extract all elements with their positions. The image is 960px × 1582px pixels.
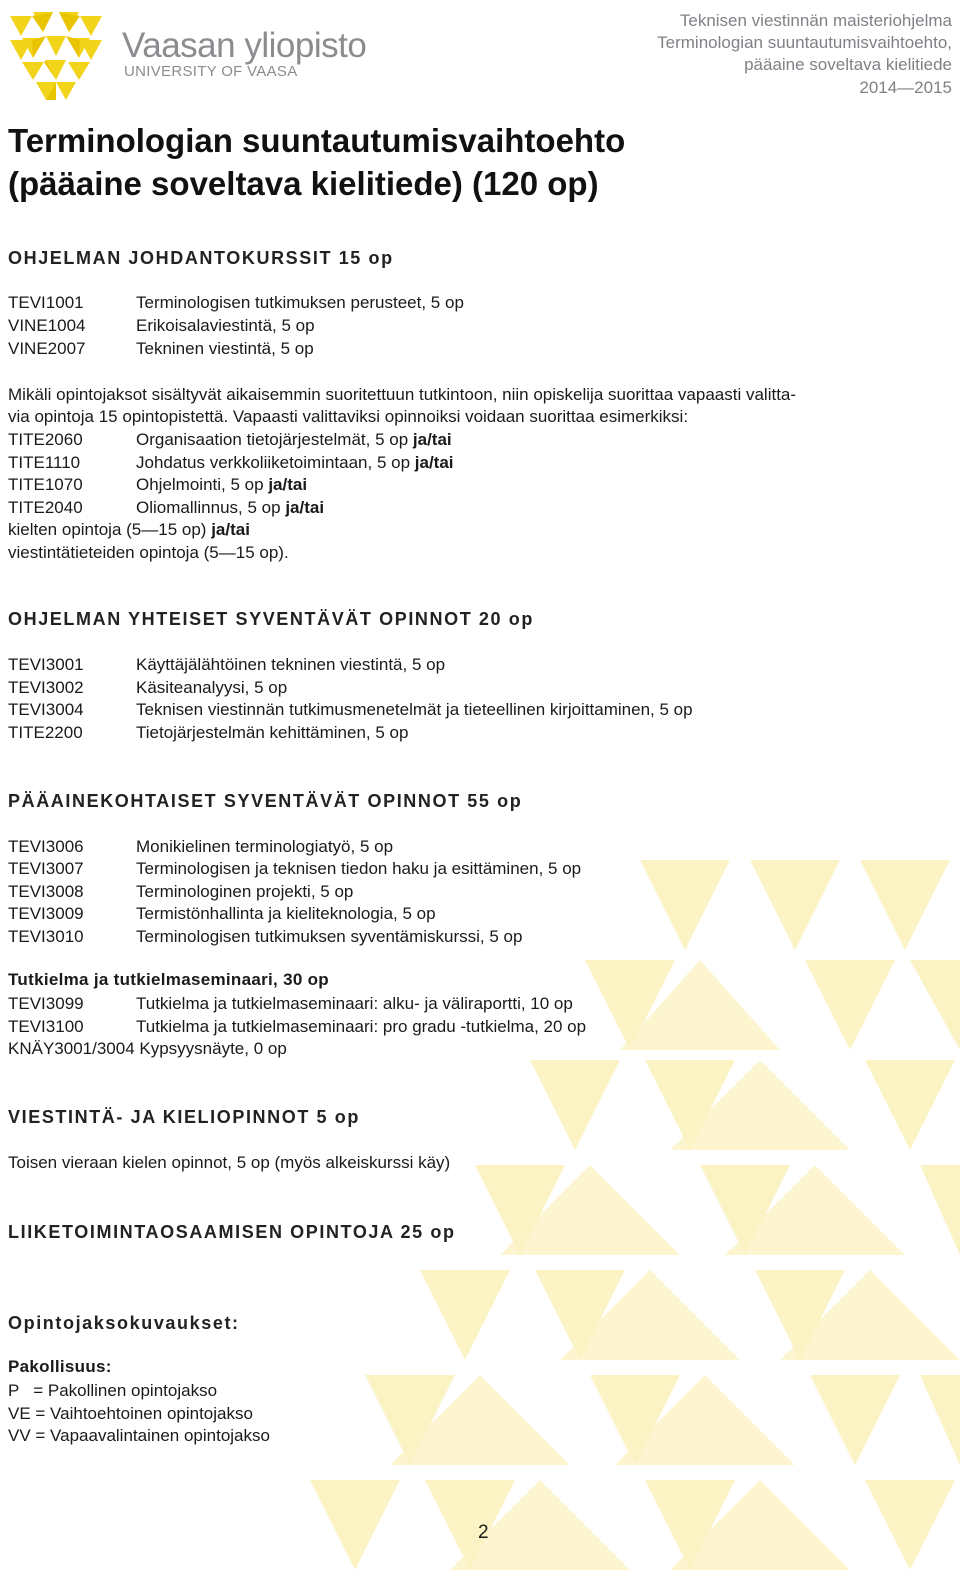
conjunction: ja/tai: [414, 453, 454, 472]
language-studies-text: Toisen vieraan kielen opinnot, 5 op (myös alkeiskurssi käy): [8, 1153, 451, 1172]
descriptions-heading: Opintojaksokuvaukset:: [8, 1313, 240, 1333]
course-code: TITE2060: [8, 430, 83, 449]
course-code: TEVI3008: [8, 882, 84, 901]
option-languages: [8, 519, 250, 541]
header-major: pääaine soveltava kielitiede: [744, 55, 952, 74]
course-name: Terminologisen tutkimuksen perusteet, 5 op: [136, 293, 464, 312]
course-name: Termistönhallinta ja kieliteknologia, 5 op: [136, 904, 436, 923]
conjunction: ja/tai: [211, 520, 250, 539]
course-name: Erikoisalaviestintä, 5 op: [136, 316, 315, 335]
course-name: Teknisen viestinnän tutkimusmenetelmät ja tieteellinen kirjoittaminen, 5 op: [136, 700, 693, 719]
course-name-text: Johdatus verkkoliiketoimintaan, 5 op: [136, 453, 411, 472]
course-name: Tietojärjestelmän kehittäminen, 5 op: [136, 723, 409, 742]
header-year: 2014—2015: [859, 78, 952, 97]
thesis-heading: Tutkielma ja tutkielmaseminaari, 30 op: [8, 970, 329, 989]
course-name: Terminologisen ja teknisen tiedon haku ja esittäminen, 5 op: [136, 859, 582, 878]
page-title: [8, 119, 625, 205]
university-name: Vaasan yliopisto: [122, 26, 367, 65]
course-code: VINE2007: [8, 339, 86, 358]
course-code: TEVI3099: [8, 994, 84, 1013]
section-heading-intro: OHJELMAN JOHDANTOKURSSIT 15 op: [8, 248, 394, 268]
course-name: Tutkielma ja tutkielmaseminaari: pro gradu -tutkielma, 20 op: [136, 1017, 587, 1036]
course-code: TEVI3001: [8, 655, 84, 674]
conjunction: ja/tai: [412, 430, 452, 449]
course-code: TITE2040: [8, 498, 83, 517]
intro-note-line1: Mikäli opintojaksot sisältyvät aikaisemmin suoritettuun tutkintoon, niin opiskelija suorittaa vapaasti valitta-: [8, 385, 797, 404]
header-program: Teknisen viestinnän maisteriohjelma: [679, 11, 952, 30]
course-name: [136, 497, 324, 519]
course-name: Tutkielma ja tutkielmaseminaari: alku- ja väliraportti, 10 op: [136, 994, 573, 1013]
page-title-line2: (pääaine soveltava kielitiede) (120 op): [8, 165, 599, 202]
course-code: TEVI3002: [8, 678, 84, 697]
course-name: [136, 474, 307, 496]
section-heading-language: VIESTINTÄ- JA KIELIOPINNOT 5 op: [8, 1107, 360, 1127]
legend-item: VE = Vaihtoehtoinen opintojakso: [8, 1404, 253, 1423]
course-name: Käsiteanalyysi, 5 op: [136, 678, 288, 697]
section-heading-common: OHJELMAN YHTEISET SYVENTÄVÄT OPINNOT 20 op: [8, 609, 534, 629]
university-subtitle: UNIVERSITY OF VAASA: [124, 63, 298, 80]
course-name: [136, 452, 454, 474]
maturity-test: KNÄY3001/3004 Kypsyysnäyte, 0 op: [8, 1039, 287, 1058]
legend-item: P = Pakollinen opintojakso: [8, 1381, 218, 1400]
course-name-text: Organisaation tietojärjestelmät, 5 op: [136, 430, 409, 449]
course-code: TEVI3006: [8, 837, 84, 856]
course-name: Monikielinen terminologiatyö, 5 op: [136, 837, 394, 856]
intro-note-line2: via opintoja 15 opintopistettä. Vapaasti valittaviksi opinnoiksi voidaan suorittaa esimerkiksi:: [8, 407, 689, 426]
university-logo-icon: [6, 6, 106, 106]
course-name: Terminologinen projekti, 5 op: [136, 882, 354, 901]
course-name-text: Oliomallinnus, 5 op: [136, 498, 281, 517]
conjunction: ja/tai: [285, 498, 325, 517]
option-languages-text: kielten opintoja (5—15 op): [8, 520, 207, 539]
course-code: TITE2200: [8, 723, 83, 742]
course-name-text: Ohjelmointi, 5 op: [136, 475, 264, 494]
section-heading-major: PÄÄAINEKOHTAISET SYVENTÄVÄT OPINNOT 55 op: [8, 791, 523, 811]
page-number: 2: [478, 1522, 489, 1543]
course-name: Tekninen viestintä, 5 op: [136, 339, 314, 358]
course-code: VINE1004: [8, 316, 86, 335]
course-code: TEVI3009: [8, 904, 84, 923]
option-communication: viestintätieteiden opintoja (5—15 op).: [8, 543, 289, 562]
legend-item: VV = Vapaavalintainen opintojakso: [8, 1426, 270, 1445]
course-name: [136, 429, 452, 451]
page-title-line1: Terminologian suuntautumisvaihtoehto: [8, 122, 626, 159]
course-code: TEVI3004: [8, 700, 84, 719]
header-track: Terminologian suuntautumisvaihtoehto,: [657, 33, 952, 52]
section-heading-business: LIIKETOIMINTAOSAAMISEN OPINTOJA 25 op: [8, 1222, 456, 1242]
course-name: Käyttäjälähtöinen tekninen viestintä, 5 op: [136, 655, 446, 674]
course-code: TITE1110: [8, 453, 81, 472]
course-code: TEVI3100: [8, 1017, 84, 1036]
conjunction: ja/tai: [268, 475, 308, 494]
compulsory-label: Pakollisuus:: [8, 1357, 112, 1376]
course-name: Terminologisen tutkimuksen syventämiskurssi, 5 op: [136, 927, 523, 946]
course-code: TEVI3007: [8, 859, 84, 878]
course-code: TEVI1001: [8, 293, 84, 312]
course-code: TITE1070: [8, 475, 83, 494]
course-code: TEVI3010: [8, 927, 84, 946]
